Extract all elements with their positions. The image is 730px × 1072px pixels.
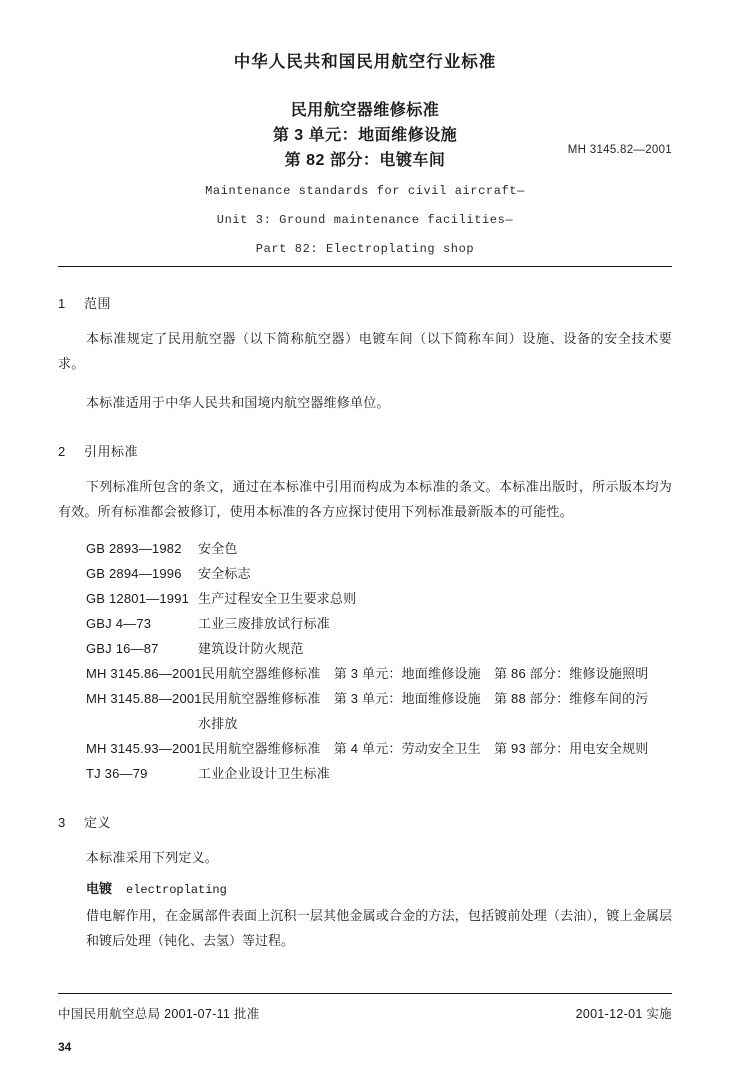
section-number-scope: 1 (58, 296, 66, 311)
reference-title: 工业三废排放试行标准 (198, 616, 331, 631)
reference-code: GBJ 16—87 (86, 641, 159, 656)
reference-title: 民用航空器维修标准 第 3 单元：地面维修设施 第 88 部分：维修车间的污 (201, 691, 649, 706)
standard-number: MH 3145.82—2001 (567, 144, 672, 156)
reference-code: GB 2894—1996 (86, 566, 182, 581)
document-page (0, 48, 730, 1072)
reference-title-continuation: 水排放 (198, 716, 238, 731)
section-title-scope: 范围 (84, 296, 112, 311)
reference-title: 生产过程安全卫生要求总则 (198, 591, 357, 606)
list-item (58, 536, 672, 561)
reference-code: TJ 36—79 (86, 766, 148, 781)
list-item (58, 636, 672, 661)
section-title-definitions: 定义 (84, 815, 112, 830)
reference-title: 建筑设计防火规范 (198, 641, 304, 656)
reference-title: 民用航空器维修标准 第 4 单元：劳动安全卫生 第 93 部分：用电安全规则 (201, 741, 649, 756)
section-heading-scope (58, 293, 672, 312)
reference-title: 工业企业设计卫生标准 (198, 766, 331, 781)
page-header-title: 中华人民共和国民用航空行业标准 (233, 53, 497, 71)
reference-code: MH 3145.88—2001 (86, 691, 202, 706)
reference-title: 安全标志 (198, 566, 251, 581)
footer-approval: 中国民用航空总局 2001-07-11 批准 (58, 1007, 260, 1021)
section-heading-definitions (58, 812, 672, 831)
reference-code: GB 2893—1982 (86, 541, 182, 556)
title-line-3: 第 82 部分：电镀车间 (284, 152, 446, 169)
english-title-line-3: Part 82: Electroplating shop (255, 242, 475, 256)
list-item (58, 611, 672, 636)
list-item (58, 686, 672, 736)
page-footer (58, 993, 672, 1022)
reference-code: MH 3145.93—2001 (86, 741, 202, 756)
scope-paragraph-2: 本标准适用于中华人民共和国境内航空器维修单位。 (86, 395, 390, 410)
definition-text: 借电解作用，在金属部件表面上沉积一层其他金属或合金的方法，包括镀前处理（去油），镀上金属层和镀后处理（钝化、去氢）等过程。 (86, 908, 672, 948)
scope-paragraph-1: 本标准规定了民用航空器（以下简称航空器）电镀车间（以下简称车间）设施、设备的安全技术要求。 (58, 331, 672, 371)
definition-term-en: electroplating (126, 883, 227, 897)
english-title-line-1: Maintenance standards for civil aircraft— (205, 184, 525, 198)
list-item (58, 661, 672, 686)
list-item (58, 736, 672, 761)
list-item (58, 761, 672, 786)
english-title-line-2: Unit 3: Ground maintenance facilities— (216, 213, 514, 227)
section-number-references: 2 (58, 444, 66, 459)
reference-title: 民用航空器维修标准 第 3 单元：地面维修设施 第 86 部分：维修设施照明 (201, 666, 649, 681)
page-number: 34 (58, 1040, 72, 1054)
title-line-1: 民用航空器维修标准 (290, 102, 440, 119)
reference-title: 安全色 (198, 541, 238, 556)
section-number-definitions: 3 (58, 815, 66, 830)
definition-term (58, 876, 672, 903)
reference-code: GBJ 4—73 (86, 616, 152, 631)
title-block (58, 98, 672, 260)
section-heading-references (58, 441, 672, 460)
section-title-references: 引用标准 (84, 444, 139, 459)
reference-code: MH 3145.86—2001 (86, 666, 202, 681)
footer-implementation: 2001-12-01 实施 (575, 1007, 672, 1021)
reference-code: GB 12801—1991 (86, 591, 190, 606)
reference-list (58, 536, 672, 786)
list-item (58, 561, 672, 586)
definition-term-cn: 电镀 (86, 881, 113, 896)
footer-divider (58, 993, 672, 994)
title-line-2: 第 3 单元：地面维修设施 (272, 127, 458, 144)
references-intro: 下列标准所包含的条文，通过在本标准中引用而构成为本标准的条文。本标准出版时，所示版本均为有效。所有标准都会被修订，使用本标准的各方应探讨使用下列标准最新版本的可能性。 (58, 479, 672, 519)
list-item (58, 586, 672, 611)
definitions-intro: 本标准采用下列定义。 (86, 850, 219, 865)
header-divider (58, 266, 672, 267)
